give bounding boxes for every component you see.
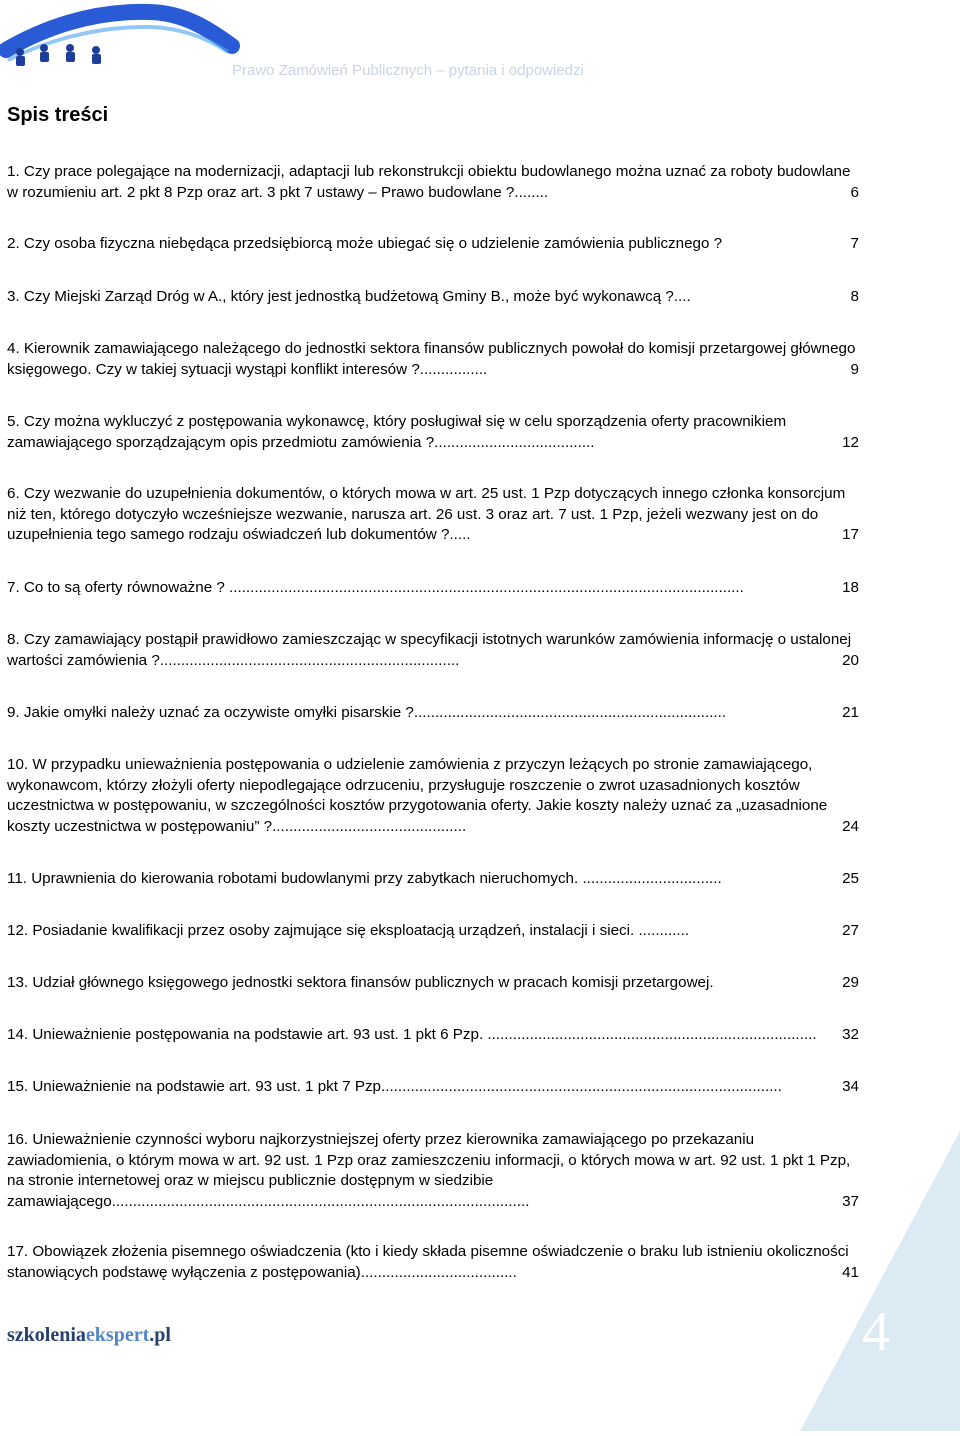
toc-entry-page: 12 [842, 433, 859, 451]
toc-leader: ................................. [578, 870, 722, 887]
toc-entry-text: 8. Czy zamawiający postąpił prawidłowo zamieszczając w specyfikacji istotnych warunków zamówienia informację o ustalonej wartości zamówienia ? [7, 631, 852, 669]
toc-entry-text: 3. Czy Miejski Zarząd Dróg w A., który jest jednostką budżetową Gminy B., może być wykonawcą ? [7, 288, 674, 305]
toc-entry-page: 27 [842, 922, 859, 939]
toc-leader: .............................................................................................. [385, 1078, 782, 1095]
toc-entry-text: 7. Co to są oferty równoważne ? [7, 579, 225, 596]
toc-leader: ...................................... [434, 433, 595, 451]
toc-leader: ....................................................................... [159, 651, 460, 669]
toc-entry-1[interactable] [7, 162, 859, 203]
toc-entry-6[interactable] [7, 484, 859, 546]
toc-entry-7[interactable] [7, 578, 859, 599]
toc-entry-14[interactable] [7, 1025, 859, 1046]
toc-entry-5[interactable] [7, 412, 859, 453]
toc-entry-page: 37 [842, 1192, 859, 1210]
toc-entry-text: 17. Obowiązek złożenia pisemnego oświadczenia (kto i kiedy składa pisemne oświadczenie o braku lub istnieniu okoliczności stanowiących podstawę wyłączenia z postępowania). [7, 1243, 849, 1281]
toc-entry-text: 14. Unieważnienie postępowania na podstawie art. 93 ust. 1 pkt 6 Pzp. [7, 1026, 484, 1043]
toc-entry-2[interactable] [7, 234, 859, 255]
toc-leader: ............ [634, 922, 690, 939]
toc-leader: .......................................................................... [413, 704, 727, 721]
toc-entry-text: 9. Jakie omyłki należy uznać za oczywiste omyłki pisarskie ? [7, 704, 414, 721]
page-number: 4 [862, 1301, 890, 1363]
footer-logo [7, 1324, 171, 1347]
toc-entry-page: 32 [842, 1026, 859, 1043]
toc-leader: ..... [449, 526, 471, 543]
toc-entry-text: 12. Posiadanie kwalifikacji przez osoby zajmujące się eksploatacją urządzeń, instalacji i sieci. [7, 922, 635, 939]
toc-entry-page: 7 [850, 235, 859, 252]
corner-decoration [800, 1131, 960, 1431]
toc-entry-text: 13. Udział głównego księgowego jednostki sektora finansów publicznych w pracach komisji przetargowej. [7, 974, 714, 991]
toc-entry-page: 34 [842, 1078, 859, 1095]
footer-logo-suffix: .pl [149, 1324, 171, 1346]
toc-entry-16[interactable] [7, 1130, 859, 1212]
footer-logo-bold: szkolenia [7, 1324, 86, 1346]
footer-logo-light: ekspert [85, 1324, 150, 1346]
toc-leader: .............................................. [272, 817, 467, 835]
toc-leader: .......................................................................................................................... [224, 579, 744, 596]
toc-entry-9[interactable] [7, 703, 859, 724]
toc-entry-page: 21 [842, 704, 859, 721]
toc-entry-text: 4. Kierownik zamawiającego należącego do jednostki sektora finansów publicznych powołał do komisji przetargowej głównego księgowego. Czy w takiej sytuacji wystąpi konflikt interesów ? [7, 340, 856, 378]
toc-entry-page: 8 [850, 288, 859, 305]
toc-leader: .................................................................................................. [115, 1192, 530, 1210]
toc-entry-13[interactable] [7, 973, 859, 994]
toc-entry-page: 18 [842, 579, 859, 596]
toc-leader: .................................... [364, 1263, 517, 1281]
toc-entry-page: 29 [842, 974, 859, 991]
toc-entry-8[interactable] [7, 630, 859, 671]
toc-leader: ................ [419, 360, 488, 378]
toc-entry-text: 2. Czy osoba fizyczna niebędąca przedsiębiorcą może ubiegać się o udzielenie zamówienia publicznego ? [7, 235, 723, 252]
toc-entry-3[interactable] [7, 287, 859, 308]
toc-entry-page: 24 [842, 817, 859, 835]
toc-entry-text: 11. Uprawnienia do kierowania robotami budowlanymi przy zabytkach nieruchomych. [7, 870, 579, 887]
toc-entry-page: 9 [850, 360, 859, 378]
toc-entry-text: 6. Czy wezwanie do uzupełnienia dokumentów, o których mowa w art. 25 ust. 1 Pzp dotyczących innego członka konsorcjum niż ten, którego dotyczyło wcześniejsze wezwanie, narusza art. 26 ust. 3 oraz art. 7 ust. 1 Pzp, jeżeli wezwany jest on do uzupełnienia tego samego rodzaju oświadczeń lub dokumentów ? [7, 485, 846, 543]
toc-leader: .... [673, 288, 691, 305]
toc-entry-10[interactable] [7, 755, 859, 837]
toc-entry-17[interactable] [7, 1242, 859, 1283]
toc-entry-page: 17 [842, 526, 859, 543]
toc-entry-text: 15. Unieważnienie na podstawie art. 93 ust. 1 pkt 7 Pzp. [7, 1078, 386, 1095]
toc-entry-text: 1. Czy prace polegające na modernizacji, adaptacji lub rekonstrukcji obiektu budowlanego można uznać za roboty budowlane w rozumieniu art. 2 pkt 8 Pzp oraz art. 3 pkt 7 ustawy – Prawo budowlane ? [7, 163, 851, 201]
toc-entry-page: 25 [842, 870, 859, 887]
toc-entry-text: 10. W przypadku unieważnienia postępowania o udzielenie zamówienia z przyczyn leżących po stronie zamawiającego, wykonawcom, którzy złożyli oferty niepodlegające odrzuceniu, przysługuje roszczenie o zwrot uzasadnionych kosztów uczestnictwa w postępowaniu, w szczególności kosztów przygotowania oferty. Jakie koszty należy uznać za „uzasadnione koszty uczestnictwa w postępowaniu” ? [7, 756, 828, 835]
toc-heading: Spis treści [7, 104, 109, 126]
toc-entry-page: 20 [842, 651, 859, 669]
header-title: Prawo Zamówień Publicznych – pytania i odpowiedzi [232, 62, 584, 79]
toc-entry-page: 41 [842, 1263, 859, 1281]
toc-leader: .............................................................................. [483, 1026, 817, 1043]
toc-entry-15[interactable] [7, 1077, 859, 1098]
toc-entry-11[interactable] [7, 869, 859, 890]
toc-entry-text: 5. Czy można wykluczyć z postępowania wykonawcę, który posługiwał się w celu sporządzenia oferty pracownikiem zamawiającego sporządzającym opis przedmiotu zamówienia ? [7, 413, 787, 451]
toc-leader: ........ [514, 183, 549, 201]
header-logo [0, 0, 240, 80]
toc-entry-page: 6 [850, 183, 859, 201]
toc-entry-text: 16. Unieważnienie czynności wyboru najkorzystniejszej oferty przez kierownika zamawiającego po przekazaniu zawiadomienia, o którym mowa w art. 92 ust. 1 Pzp oraz zamieszczeniu informacji, o których mowa w art. 92 ust. 1 pkt 1 Pzp, na stronie internetowej oraz w miejscu publicznie dostępnym w siedzibie zamawiającego. [7, 1131, 851, 1210]
toc-entry-12[interactable] [7, 921, 859, 942]
toc-entry-4[interactable] [7, 339, 859, 380]
